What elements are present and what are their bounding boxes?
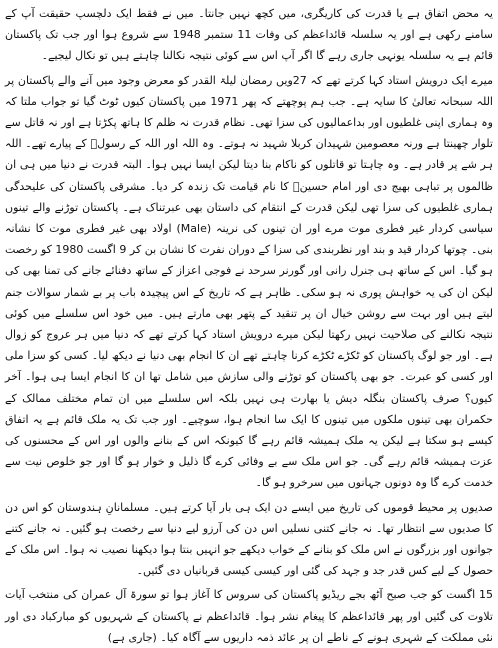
- paragraph-centuries: صدیوں پر محیط قوموں کی تاریخ میں ایسے دن ایک ہی بار آیا کرتے ہیں۔ مسلمانانِ ہندوستان کو اس دن کا صدیوں سے انتظار تھا۔ نہ جانے کتنی نسلیں اس دن کی آرزو لیے دنیا سے رخصت ہو گئیں۔ نہ جانے کتنے جوانوں اور بزرگوں نے اس ملک کو بنانے کے خواب دیکھے جو انہیں بنتا ہوا دیکھنا نصیب نہ ہوا۔ اس ملک کے حصول کے لیے کس قدر جد و جہد کی گئی اور کیسی کیسی قربانیاں دی گئیں۔: [5, 500, 493, 578]
- paragraph-radio-pakistan: 15 اگست کو جب صبح آٹھ بجے ریڈیو پاکستان کی سروس کا آغاز ہوا تو سورۃ آل عمران کی منتخب آیات تلاوت کی گئیں اور پھر قائداعظم کا پیغام نشر ہوا۔ قائداعظم نے پاکستان کے شہریوں کو مبارکباد دی اور نئی مملکت کے شہری ہونے کے ناطے ان پر عائد ذمہ داریوں سے آگاہ کیا۔ (جاری ہے): [5, 588, 493, 644]
- paragraph-teacher-sayings: میرے ایک درویش استاد کہا کرتے تھے کہ 27ویں رمضان لیلۃ القدر کو معرض وجود میں آنے والے پاکستان پر اللہ سبحانہ تعالیٰ کا سایہ ہے۔ جب ہم پوچھتے کہ پھر 1971 میں پاکستان کیوں ٹوٹ گیا تو جواب ملتا کہ وہ ہماری اپنی غلطیوں اور بداعمالیوں کی سزا تھی۔ نظام قدرت نہ ظلم کا ہاتھ پکڑتا ہے اور نہ قاتل سے تلوار چھینتا ہے ورنہ معصومین شہیدان کربلا شہید نہ ہوتے۔ وہ اللہ اور اللہ کے رسولؐ کے پیارے تھے۔ اللہ ہر شے پر قادر ہے۔ وہ چاہتا تو قاتلوں کو ناکام بنا دیتا لیکن ایسا نہیں ہوا۔ البتہ قدرت نے دنیا میں ہی ان ظالموں پر تباہی بھیج دی اور امام حسینؓ کا نام قیامت تک زندہ کر دیا۔ مشرقی پاکستان کی علیحدگی ہماری غلطیوں کی سزا تھی لیکن قدرت کے انتقام کی داستان بھی عبرتناک ہے۔ پاکستان توڑنے والے تینوں سیاسی کردار غیر فطری موت مرے اور ان تینوں کی نرینہ (Male) اولاد بھی غیر فطری موت کا نشانہ بنی۔ چوتھا کردار قید و بند اور نظربندی کی سزا کے دوران نفرت کا نشان بن کر 9 اگست 1980 کو رخصت ہو گیا۔ اس کے ساتھ ہی جنرل رانی اور گورنر سرحد نے فوجی اعزاز کے ساتھ دفنائے جانے کی تمنا بھی کی لیکن ان کی یہ خواہش پوری نہ ہو سکی۔ ظاہر ہے کہ تاریخ کے اس پیچیدہ باب پر بے شمار سوالات جنم لیتے ہیں اور بہت سے روشن خیال ان پر تنقید کے پتھر بھی مارتے ہیں۔ میں خود اس سلسلے میں کوئی نتیجہ نکالنے کی صلاحیت نہیں رکھتا لیکن میرے درویش استاد کہا کرتے تھے کہ دنیا میں ہر عروج کو زوال ہے۔ اور جو لوگ پاکستان کو ٹکڑے ٹکڑے کرنا چاہتے تھے ان کا انجام بھی دنیا نے دیکھ لیا۔ کسی کو سزا ملی اور کسی کو عبرت۔ جو بھی پاکستان کو توڑنے والی سازش میں شامل تھا ان کا انجام ایسا ہی ہوا۔ آخر کیوں؟ صرف پاکستان بنگلہ دیش یا بھارت ہی نہیں بلکہ اس سلسلے میں ان تمام مختلف ممالک کے حکمران بھی تینوں ملکوں میں تینوں کا ایک سا انجام ہوا، سوچیے۔ اور جب تک یہ ملک قائم ہے یہ اتفاق کیسے ہو سکتا ہے لیکن یہ ملک ہمیشہ قائم رہے گا کیونکہ اس کے بنانے والوں اور اس کے محسنوں کی عزت ہمیشہ قائم رہے گی۔ جو اس ملک سے بے وفائی کرے گا ذلیل و خوار ہو گا اور جو خلوص نیت سے خدمت کرے گا وہ دونوں جہانوں میں سرخرو ہو گا۔: [5, 73, 493, 490]
- paragraph-intro: یہ محض اتفاق ہے یا قدرت کی کاریگری، میں کچھ نہیں جانتا۔ میں نے فقط ایک دلچسپ حقیقت آپ کے سامنے رکھی ہے اور یہ سلسلہ قائداعظم کی وفات 11 ستمبر 1948 سے شروع ہوا اور جب تک پاکستان قائم ہے یہ سلسلہ یونہی جاری رہے گا اگر آپ اس سے کوئی نتیجہ نکالنا چاہتے ہیں تو نکال لیجیے۔: [5, 7, 493, 63]
